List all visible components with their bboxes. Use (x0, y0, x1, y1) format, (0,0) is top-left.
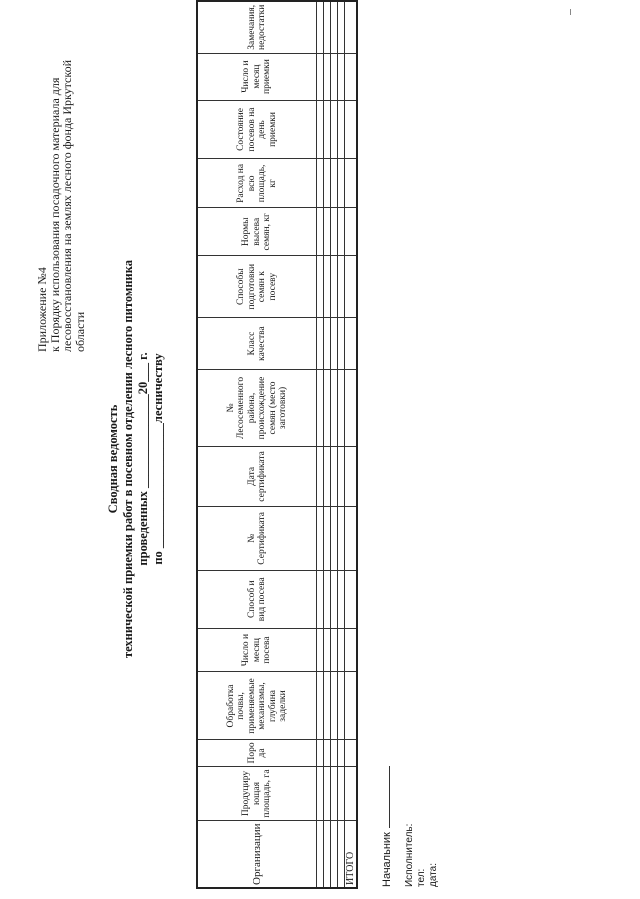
appendix-ref-line1: к Порядку использования посадочного материала для (47, 77, 62, 352)
col-remarks: Замечания, недостатки (197, 1, 317, 53)
col-acceptance-date: Число и месяц приемки (197, 53, 317, 100)
appendix-note (36, 52, 86, 352)
col-seed-region: № Лесосеменного района, происхождение семян (место заготовки) (197, 370, 317, 447)
col-seeding-rate: Нормы высева семян, кг (197, 208, 317, 256)
col-organizations: Организации (197, 821, 317, 888)
table-row (317, 1, 324, 888)
appendix-ref-line3: области (72, 311, 87, 352)
title-main: Сводная ведомость (106, 404, 120, 514)
chief-label: Начальник (381, 832, 393, 887)
table-header-row (197, 1, 317, 888)
scan-mark (570, 9, 571, 15)
executor-label: Исполнитель: (404, 823, 415, 887)
signature-line (380, 766, 390, 828)
executor-block (404, 824, 440, 887)
col-crop-condition: Состояние посевов на день приемки (197, 100, 317, 159)
col-certificate-date: Дата сертификата (197, 446, 317, 506)
date-label: дата: (428, 863, 439, 887)
appendix-number: Приложение №4 (35, 267, 49, 352)
col-producing-area: Продуциру ющая площадь, га (197, 766, 317, 821)
summary-table (196, 0, 358, 889)
table-total-row (345, 1, 358, 888)
col-sowing-method: Способ и вид посева (197, 570, 317, 628)
document-title (106, 199, 166, 719)
col-sowing-date: Число и месяц посева (197, 628, 317, 672)
table-row (331, 1, 338, 888)
col-seed-preparation: Способы подготовки семян к посеву (197, 256, 317, 318)
total-label: ИТОГО (345, 821, 358, 888)
table-row (324, 1, 331, 888)
title-forestry-line: по ____________________лесничеству (151, 353, 165, 565)
table-row (338, 1, 345, 888)
chief-signature (380, 766, 393, 887)
col-species: Поро да (197, 740, 317, 766)
appendix-ref-line2: лесовосстановления на землях лесного фонда Иркутской (60, 59, 74, 352)
phone-label: тел: (416, 868, 427, 887)
title-date-line: проведенных _______________20___ г. (136, 352, 150, 566)
col-quality-class: Класс качества (197, 318, 317, 370)
col-total-consumption: Расход на всю площадь, кг (197, 159, 317, 208)
col-soil-treatment: Обработка почвы, применяемые механизмы, глубина заделки (197, 672, 317, 740)
title-subject: технической приемки работ в посевном отделении лесного питомника (121, 259, 135, 659)
col-certificate-number: № Сертификата (197, 506, 317, 570)
